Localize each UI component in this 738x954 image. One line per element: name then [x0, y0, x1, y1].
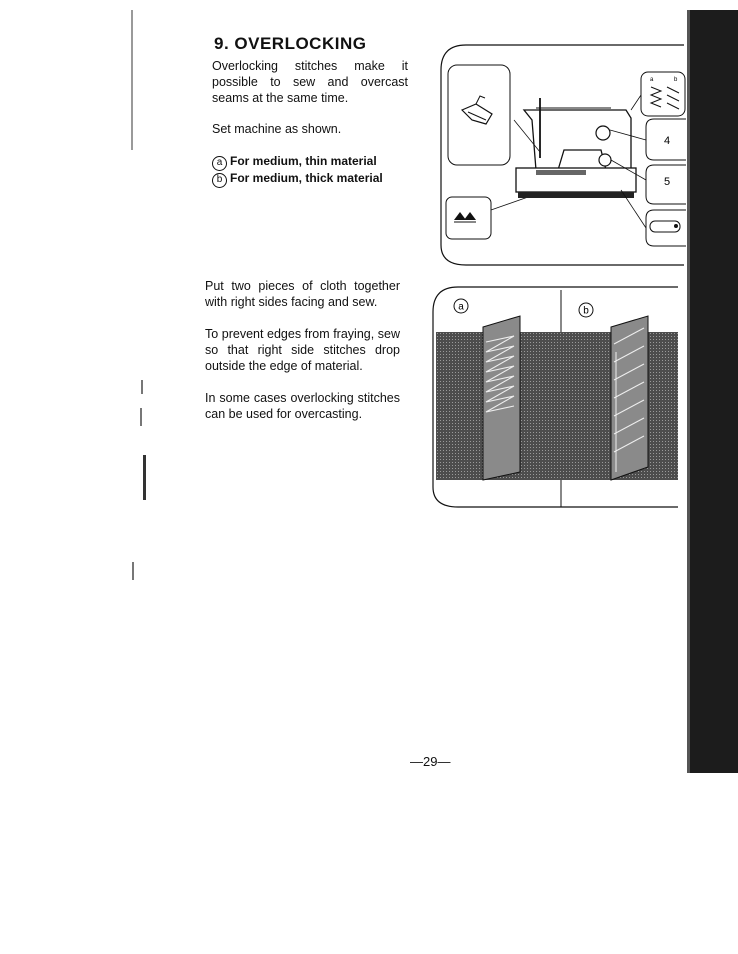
body-paragraph-fraying: To prevent edges from fraying, sew so that right side stitches drop outside the edge of material.: [205, 327, 400, 373]
sewing-machine-drawing: [514, 98, 636, 198]
fabric-layers-thick: [561, 316, 678, 480]
margin-speck: [140, 408, 142, 426]
panel-label-a: [454, 299, 468, 313]
intro-paragraph: Overlocking stitches make it possible to sew and overcast seams at the same time.: [212, 59, 408, 105]
margin-speck: [131, 10, 133, 150]
option-medium-thin: [212, 154, 377, 171]
machine-settings-figure: [436, 40, 688, 272]
section-title: 9. OVERLOCKING: [214, 34, 367, 53]
body-paragraph-overcasting: In some cases overlocking stitches can be used for overcasting.: [205, 391, 400, 421]
stitch-letter-b: b: [674, 77, 678, 83]
margin-speck: [141, 380, 143, 394]
presser-foot-inset: [448, 65, 510, 165]
instruction-text: Set machine as shown.: [212, 122, 342, 136]
circled-letter-a: a: [212, 156, 227, 171]
margin-speck: [143, 455, 146, 500]
circled-letter-b: b: [212, 173, 227, 188]
stitch-pattern-inset: [631, 72, 685, 116]
stitch-letter-a: a: [650, 77, 654, 83]
panel-letter-a: a: [458, 301, 464, 313]
selector-knob-inset: [621, 190, 686, 246]
option-medium-thick: [212, 171, 383, 188]
panel-letter-b: b: [583, 305, 589, 317]
fabric-layers-thin: [436, 316, 561, 480]
panel-label-b: [579, 303, 593, 317]
dial-value-top: 4: [664, 135, 671, 147]
option-label: For medium, thin material: [230, 154, 377, 168]
body-paragraph-cloth: Put two pieces of cloth together with right sides facing and sew.: [205, 279, 400, 309]
scan-edge-bar: [688, 10, 738, 773]
page-number: —29—: [410, 754, 451, 769]
margin-speck: [132, 562, 134, 580]
option-label: For medium, thick material: [230, 171, 383, 185]
dial-value-bottom: 5: [664, 176, 671, 188]
fabric-seam-figure: [428, 282, 680, 512]
